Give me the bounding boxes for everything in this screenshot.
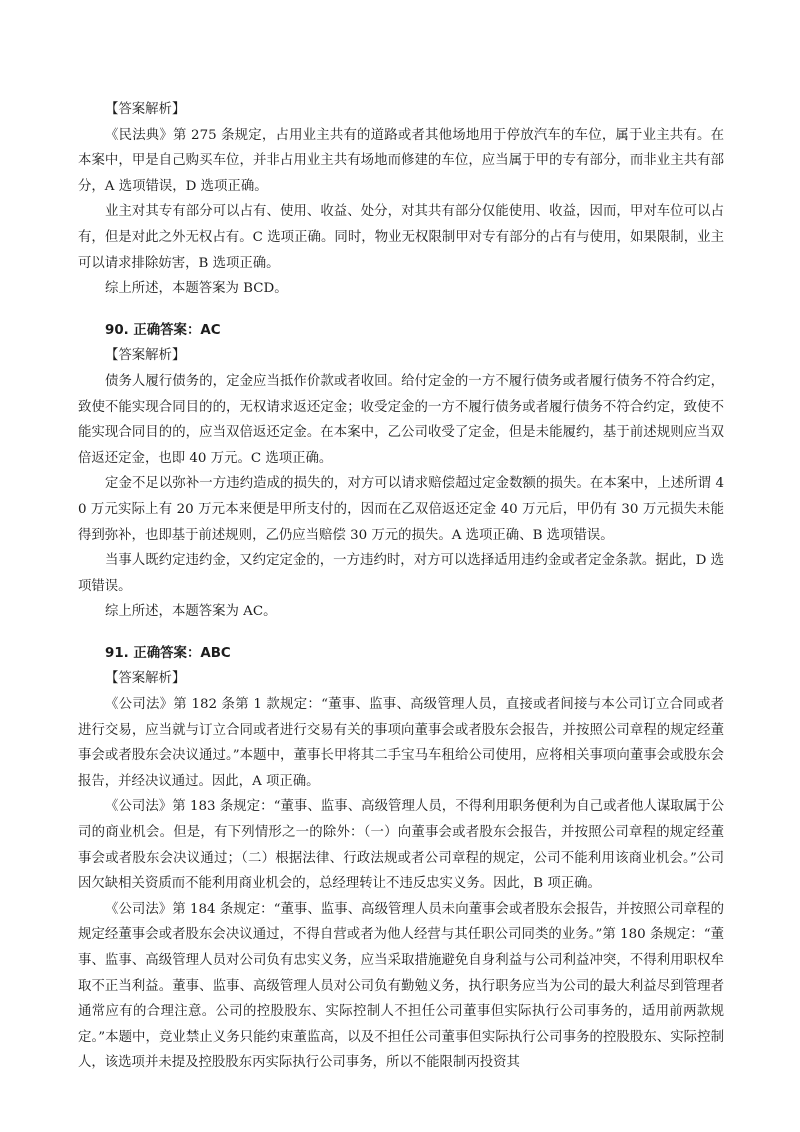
section-gap bbox=[78, 302, 724, 318]
answer-section-90 bbox=[78, 318, 724, 625]
conclusion-paragraph: 综上所述，本题答案为 BCD。 bbox=[105, 281, 288, 297]
analysis-paragraph: 当事人既约定违约金，又约定定金的，一方违约时，对方可以选择适用违约金或者定金条款。据此，D 选项错误。 bbox=[78, 553, 724, 594]
analysis-paragraph: 《公司法》第 182 条第 1 款规定：“董事、监事、高级管理人员，直接或者间接与本公司订立合同或者进行交易，应当就与订立合同或者进行交易有关的事项向董事会或者股东会报告，并按照公司章程的规定经董事会或者股东会决议通过。”本题中，董事长甲将其二手宝马车租给公司使用，应将相关事项向董事会或股东会报告，并经决议通过。因此，A 项正确。 bbox=[78, 697, 724, 789]
document-page bbox=[78, 97, 724, 1076]
conclusion-paragraph: 综上所述，本题答案为 AC。 bbox=[105, 604, 277, 620]
analysis-paragraph: 《公司法》第 183 条规定：“董事、监事、高级管理人员，不得利用职务便利为自己或者他人谋取属于公司的商业机会。但是，有下列情形之一的除外：（一）向董事会或者股东会报告，并按照公司章程的规定经董事会或者股东会决议通过；（二）根据法律、行政法规或者公司章程的规定，公司不能利用该商业机会。”公司因欠缺相关资质而不能利用商业机会的，总经理转让不违反忠实义务。因此，B 项正确。 bbox=[78, 799, 724, 892]
question-answer-title: 90. 正确答案：AC bbox=[105, 322, 221, 338]
answer-section-91 bbox=[78, 641, 724, 1076]
question-answer-title: 91. 正确答案：ABC bbox=[105, 645, 231, 661]
answer-section-89 bbox=[78, 97, 724, 302]
analysis-paragraph: 定金不足以弥补一方违约造成的损失的，对方可以请求赔偿超过定金数额的损失。在本案中，上述所谓 40 万元实际上有 20 万元本来便是甲所支付的，因而在乙双倍返还定金 40 万元后，甲仍有 30 万元损失未能得到弥补，也即基于前述规则，乙仍应当赔偿 30 万元的损失。A 选项正确、B 选项错误。 bbox=[78, 476, 724, 543]
analysis-label: 【答案解析】 bbox=[105, 348, 186, 364]
analysis-label: 【答案解析】 bbox=[105, 671, 186, 687]
analysis-label: 【答案解析】 bbox=[105, 102, 186, 117]
analysis-paragraph: 业主对其专有部分可以占有、使用、收益、处分，对其共有部分仅能使用、收益，因而，甲对车位可以占有，但是对此之外无权占有。C 选项正确。同时，物业无权限制甲对专有部分的占有与使用，如果限制，业主可以请求排除妨害，B 选项正确。 bbox=[78, 204, 724, 271]
analysis-paragraph: 债务人履行债务的，定金应当抵作价款或者收回。给付定金的一方不履行债务或者履行债务不符合约定，致使不能实现合同目的的，无权请求返还定金；收受定金的一方不履行债务或者履行债务不符合约定，致使不能实现合同目的的，应当双倍返还定金。在本案中，乙公司收受了定金，但是未能履约，基于前述规则应当双倍返还定金，也即 40 万元。C 选项正确。 bbox=[78, 373, 724, 466]
section-gap bbox=[78, 625, 724, 641]
analysis-paragraph: 《民法典》第 275 条规定，占用业主共有的道路或者其他场地用于停放汽车的车位，属于业主共有。在本案中，甲是自己购买车位，并非占用业主共有场地而修建的车位，应当属于甲的专有部分，而非业主共有部分，A 选项错误，D 选项正确。 bbox=[78, 127, 724, 194]
analysis-paragraph: 《公司法》第 184 条规定：“董事、监事、高级管理人员未向董事会或者股东会报告，并按照公司章程的规定经董事会或者股东会决议通过，不得自营或者为他人经营与其任职公司同类的业务。”第 180 条规定：“董事、监事、高级管理人员对公司负有忠实义务，应当采取措施避免自身利益与公司利益冲突，不得利用职权牟取不正当利益。董事、监事、高级管理人员对公司负有勤勉义务，执行职务应当为公司的最大利益尽到管理者通常应有的合理注意。公司的控股股东、实际控制人不担任公司董事但实际执行公司事务的，适用前两款规定。”本题中，竞业禁止义务只能约束董监高，以及不担任公司董事但实际执行公司事务的控股股东、实际控制人，该选项并未提及控股股东丙实际执行公司事务，所以不能限制丙投资其 bbox=[78, 901, 724, 1071]
